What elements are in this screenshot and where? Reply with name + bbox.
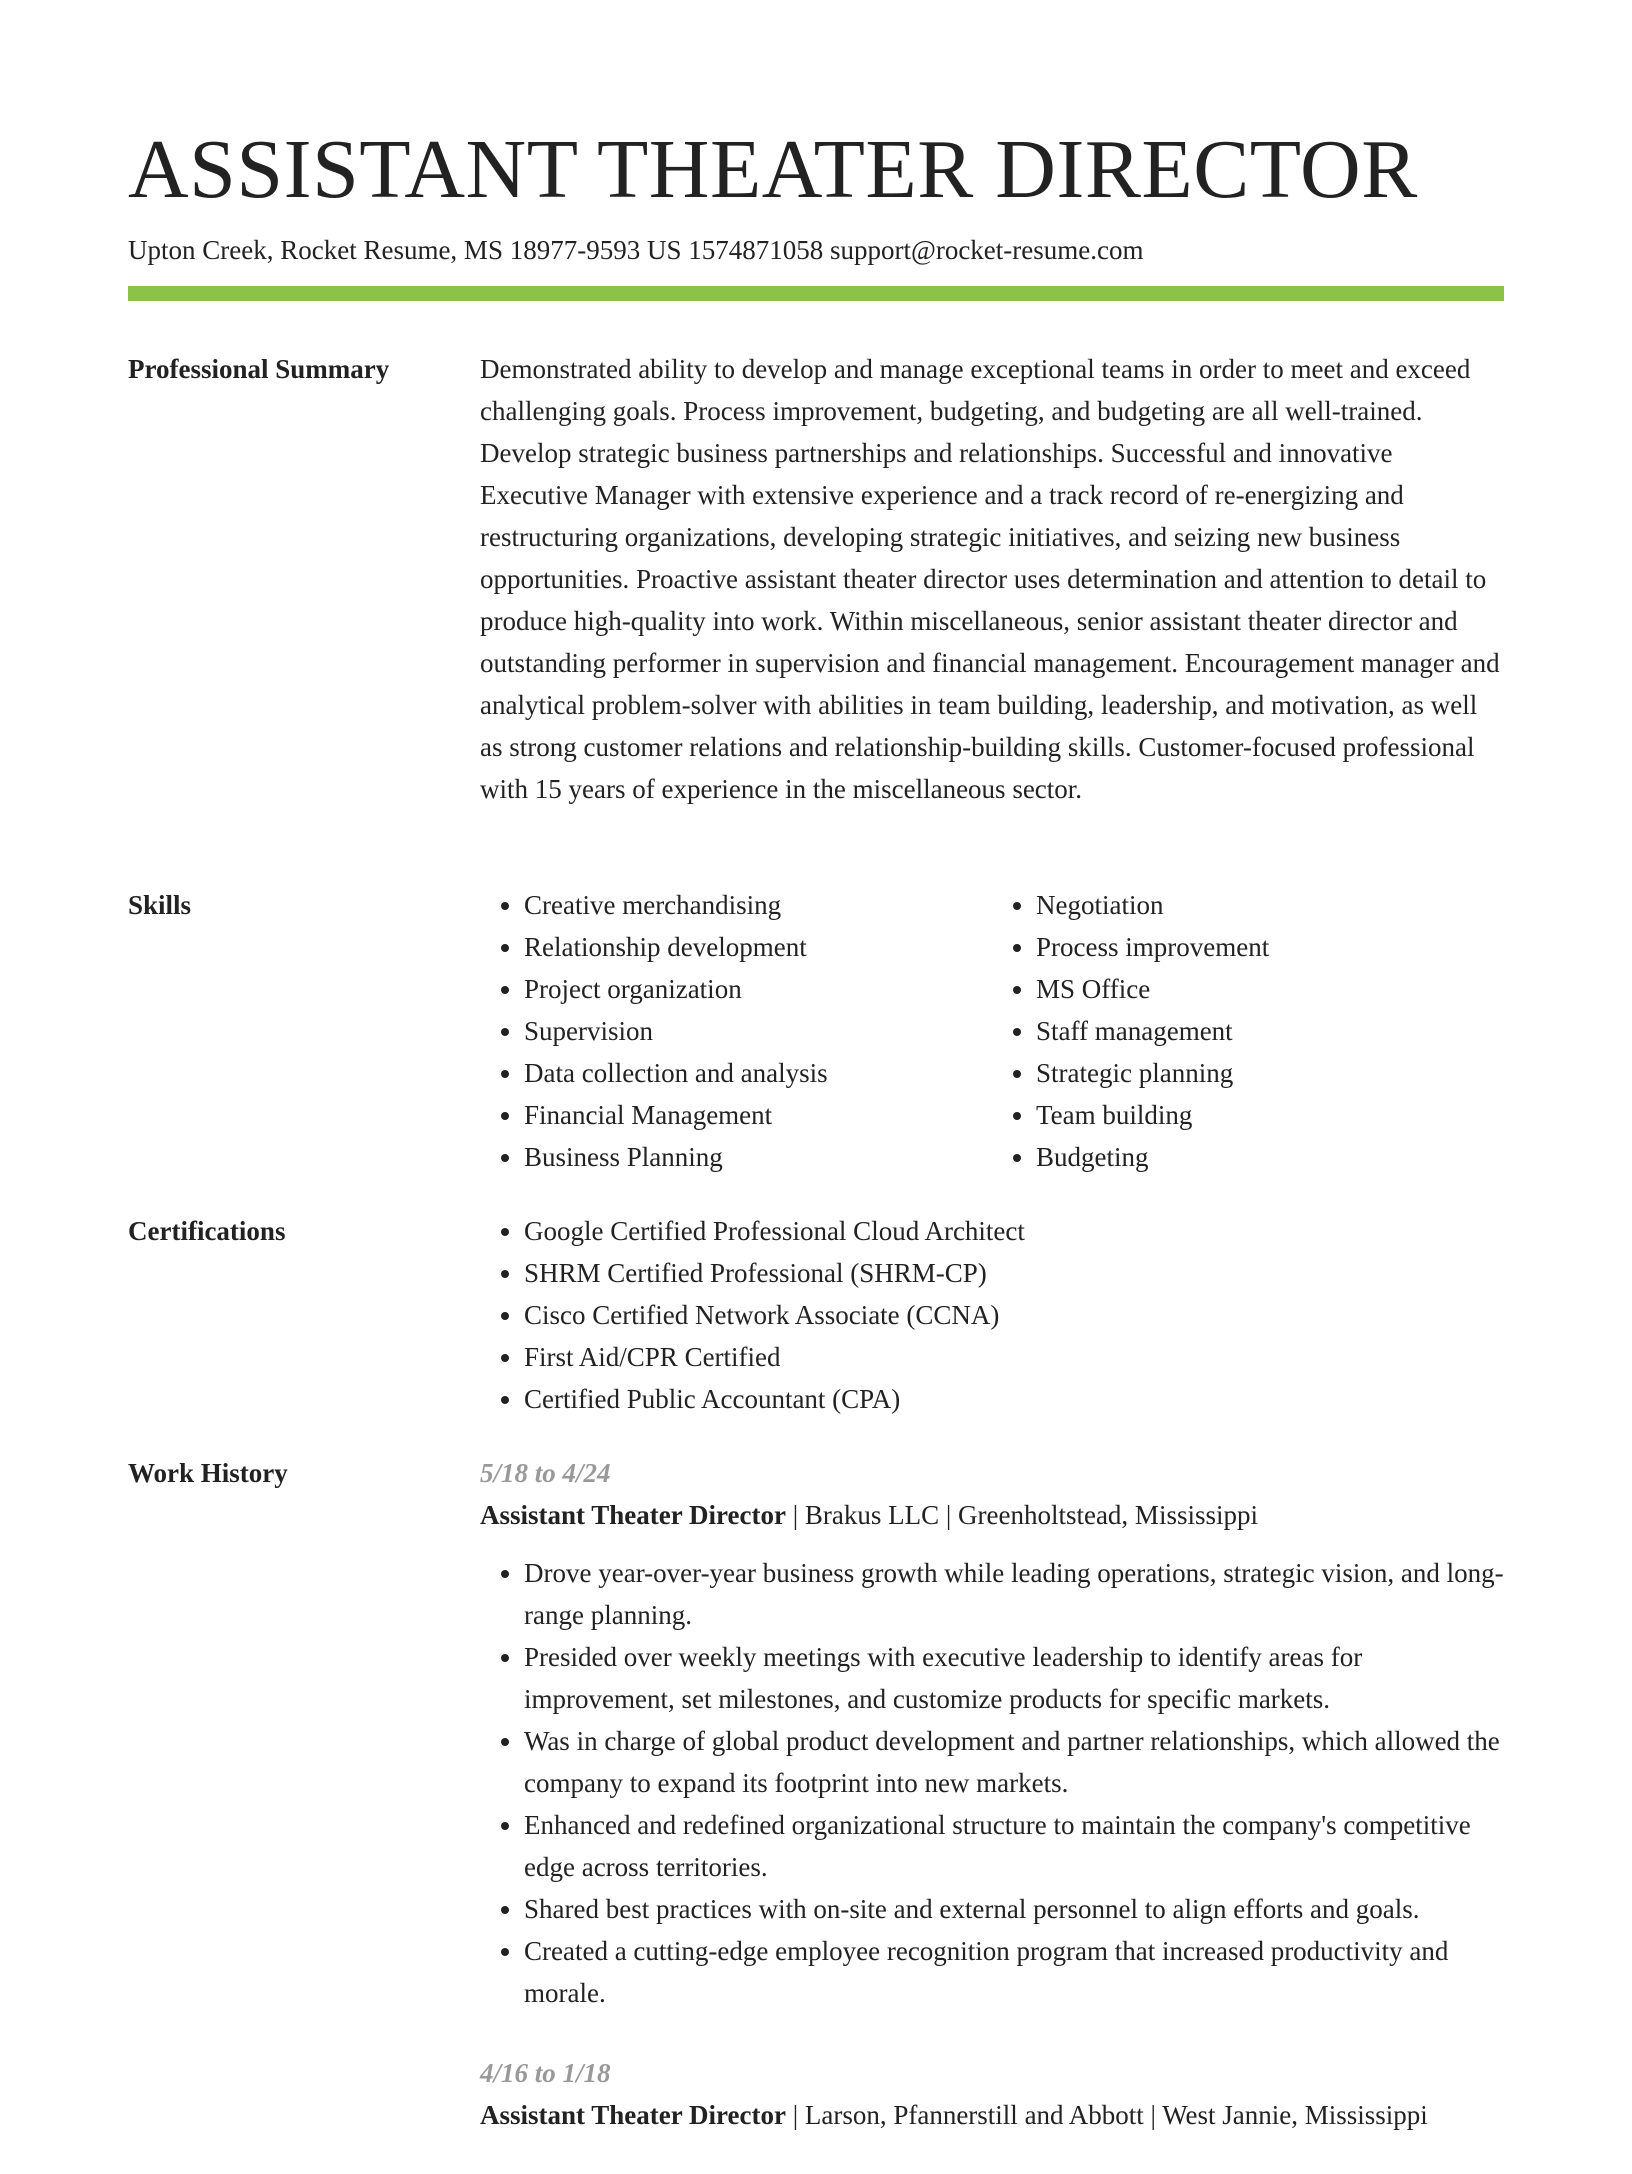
skills-columns <box>480 884 1504 1178</box>
skill-item: • Financial Management <box>524 1094 948 1136</box>
skills-list-right <box>992 884 1460 1178</box>
header-divider <box>128 286 1504 301</box>
skill-item: • Relationship development <box>524 926 948 968</box>
job-bullet: • Shared best practices with on-site and external personnel to align efforts and goals. <box>524 1888 1504 1930</box>
skills-body <box>480 884 1504 1178</box>
skill-item: • Strategic planning <box>1036 1052 1460 1094</box>
job-title: Assistant Theater Director <box>480 2100 786 2130</box>
job-bullet: • Enhanced and redefined organizational structure to maintain the company's competitive edge across territories. <box>524 1804 1504 1888</box>
certifications-heading: Certifications <box>128 1216 286 1246</box>
skill-item: • Project organization <box>524 968 948 1010</box>
skill-item: • Process improvement <box>1036 926 1460 968</box>
job-header <box>480 2094 1504 2136</box>
certification-item: • SHRM Certified Professional (SHRM-CP) <box>524 1252 1504 1294</box>
certifications-list <box>480 1210 1504 1420</box>
job-entry <box>480 2052 1504 2136</box>
certification-item: • Cisco Certified Network Associate (CCNA) <box>524 1294 1504 1336</box>
job-details: | Larson, Pfannerstill and Abbott | West Jannie, Mississippi <box>785 2100 1428 2130</box>
skill-item: • Data collection and analysis <box>524 1052 948 1094</box>
job-title: Assistant Theater Director <box>480 1500 786 1530</box>
summary-text: Demonstrated ability to develop and manage exceptional teams in order to meet and exceed challenging goals. Process improvement, budgeting, and budgeting are all well-trained. Develop strategic business partnerships and relationships. Successful and innovative Executive Manager with extensive experience and a track record of re-energizing and restructuring organizations, developing strategic initiatives, and seizing new business opportunities. Proactive assistant theater director uses determination and attention to detail to produce high-quality into work. Within miscellaneous, senior assistant theater director and outstanding performer in supervision and financial management. Encouragement manager and analytical problem-solver with abilities in team building, leadership, and motivation, as well as strong customer relations and relationship-building skills. Customer-focused professional with 15 years of experience in the miscellaneous sector. <box>480 354 1500 804</box>
job-bullet: • Was in charge of global product development and partner relationships, which allowed the company to expand its footprint into new markets. <box>524 1720 1504 1804</box>
certifications-body <box>480 1210 1504 1420</box>
job-details: | Brakus LLC | Greenholtstead, Mississippi <box>785 1500 1258 1530</box>
skills-list-left <box>480 884 948 1178</box>
work-history-heading: Work History <box>128 1458 288 1488</box>
job-header <box>480 1494 1504 1536</box>
job-bullet: • Presided over weekly meetings with executive leadership to identify areas for improvement, set milestones, and customize products for specific markets. <box>524 1636 1504 1720</box>
skills-heading: Skills <box>128 890 192 920</box>
job-dates: 4/16 to 1/18 <box>480 2058 611 2088</box>
job-bullets <box>480 1552 1504 2014</box>
resume-title: ASSISTANT THEATER DIRECTOR <box>128 123 1418 216</box>
skill-item: • Team building <box>1036 1094 1460 1136</box>
summary-body <box>480 348 1504 810</box>
job-dates: 5/18 to 4/24 <box>480 1458 611 1488</box>
contact-line: Upton Creek, Rocket Resume, MS 18977-9593 US 1574871058 support@rocket-resume.com <box>128 235 1144 265</box>
certification-item: • Google Certified Professional Cloud Architect <box>524 1210 1504 1252</box>
skill-item: • MS Office <box>1036 968 1460 1010</box>
skill-item: • Business Planning <box>524 1136 948 1178</box>
certification-item: • Certified Public Accountant (CPA) <box>524 1378 1504 1420</box>
skill-item: • Budgeting <box>1036 1136 1460 1178</box>
skill-item: • Staff management <box>1036 1010 1460 1052</box>
job-bullet: • Created a cutting-edge employee recognition program that increased productivity and morale. <box>524 1930 1504 2014</box>
job-entry <box>480 1452 1504 2014</box>
certification-item: • First Aid/CPR Certified <box>524 1336 1504 1378</box>
work-history-body <box>480 1452 1504 2174</box>
job-bullet: • Drove year-over-year business growth while leading operations, strategic vision, and long-range planning. <box>524 1552 1504 1636</box>
skill-item: • Negotiation <box>1036 884 1460 926</box>
skill-item: • Supervision <box>524 1010 948 1052</box>
summary-heading: Professional Summary <box>128 354 390 384</box>
skill-item: • Creative merchandising <box>524 884 948 926</box>
